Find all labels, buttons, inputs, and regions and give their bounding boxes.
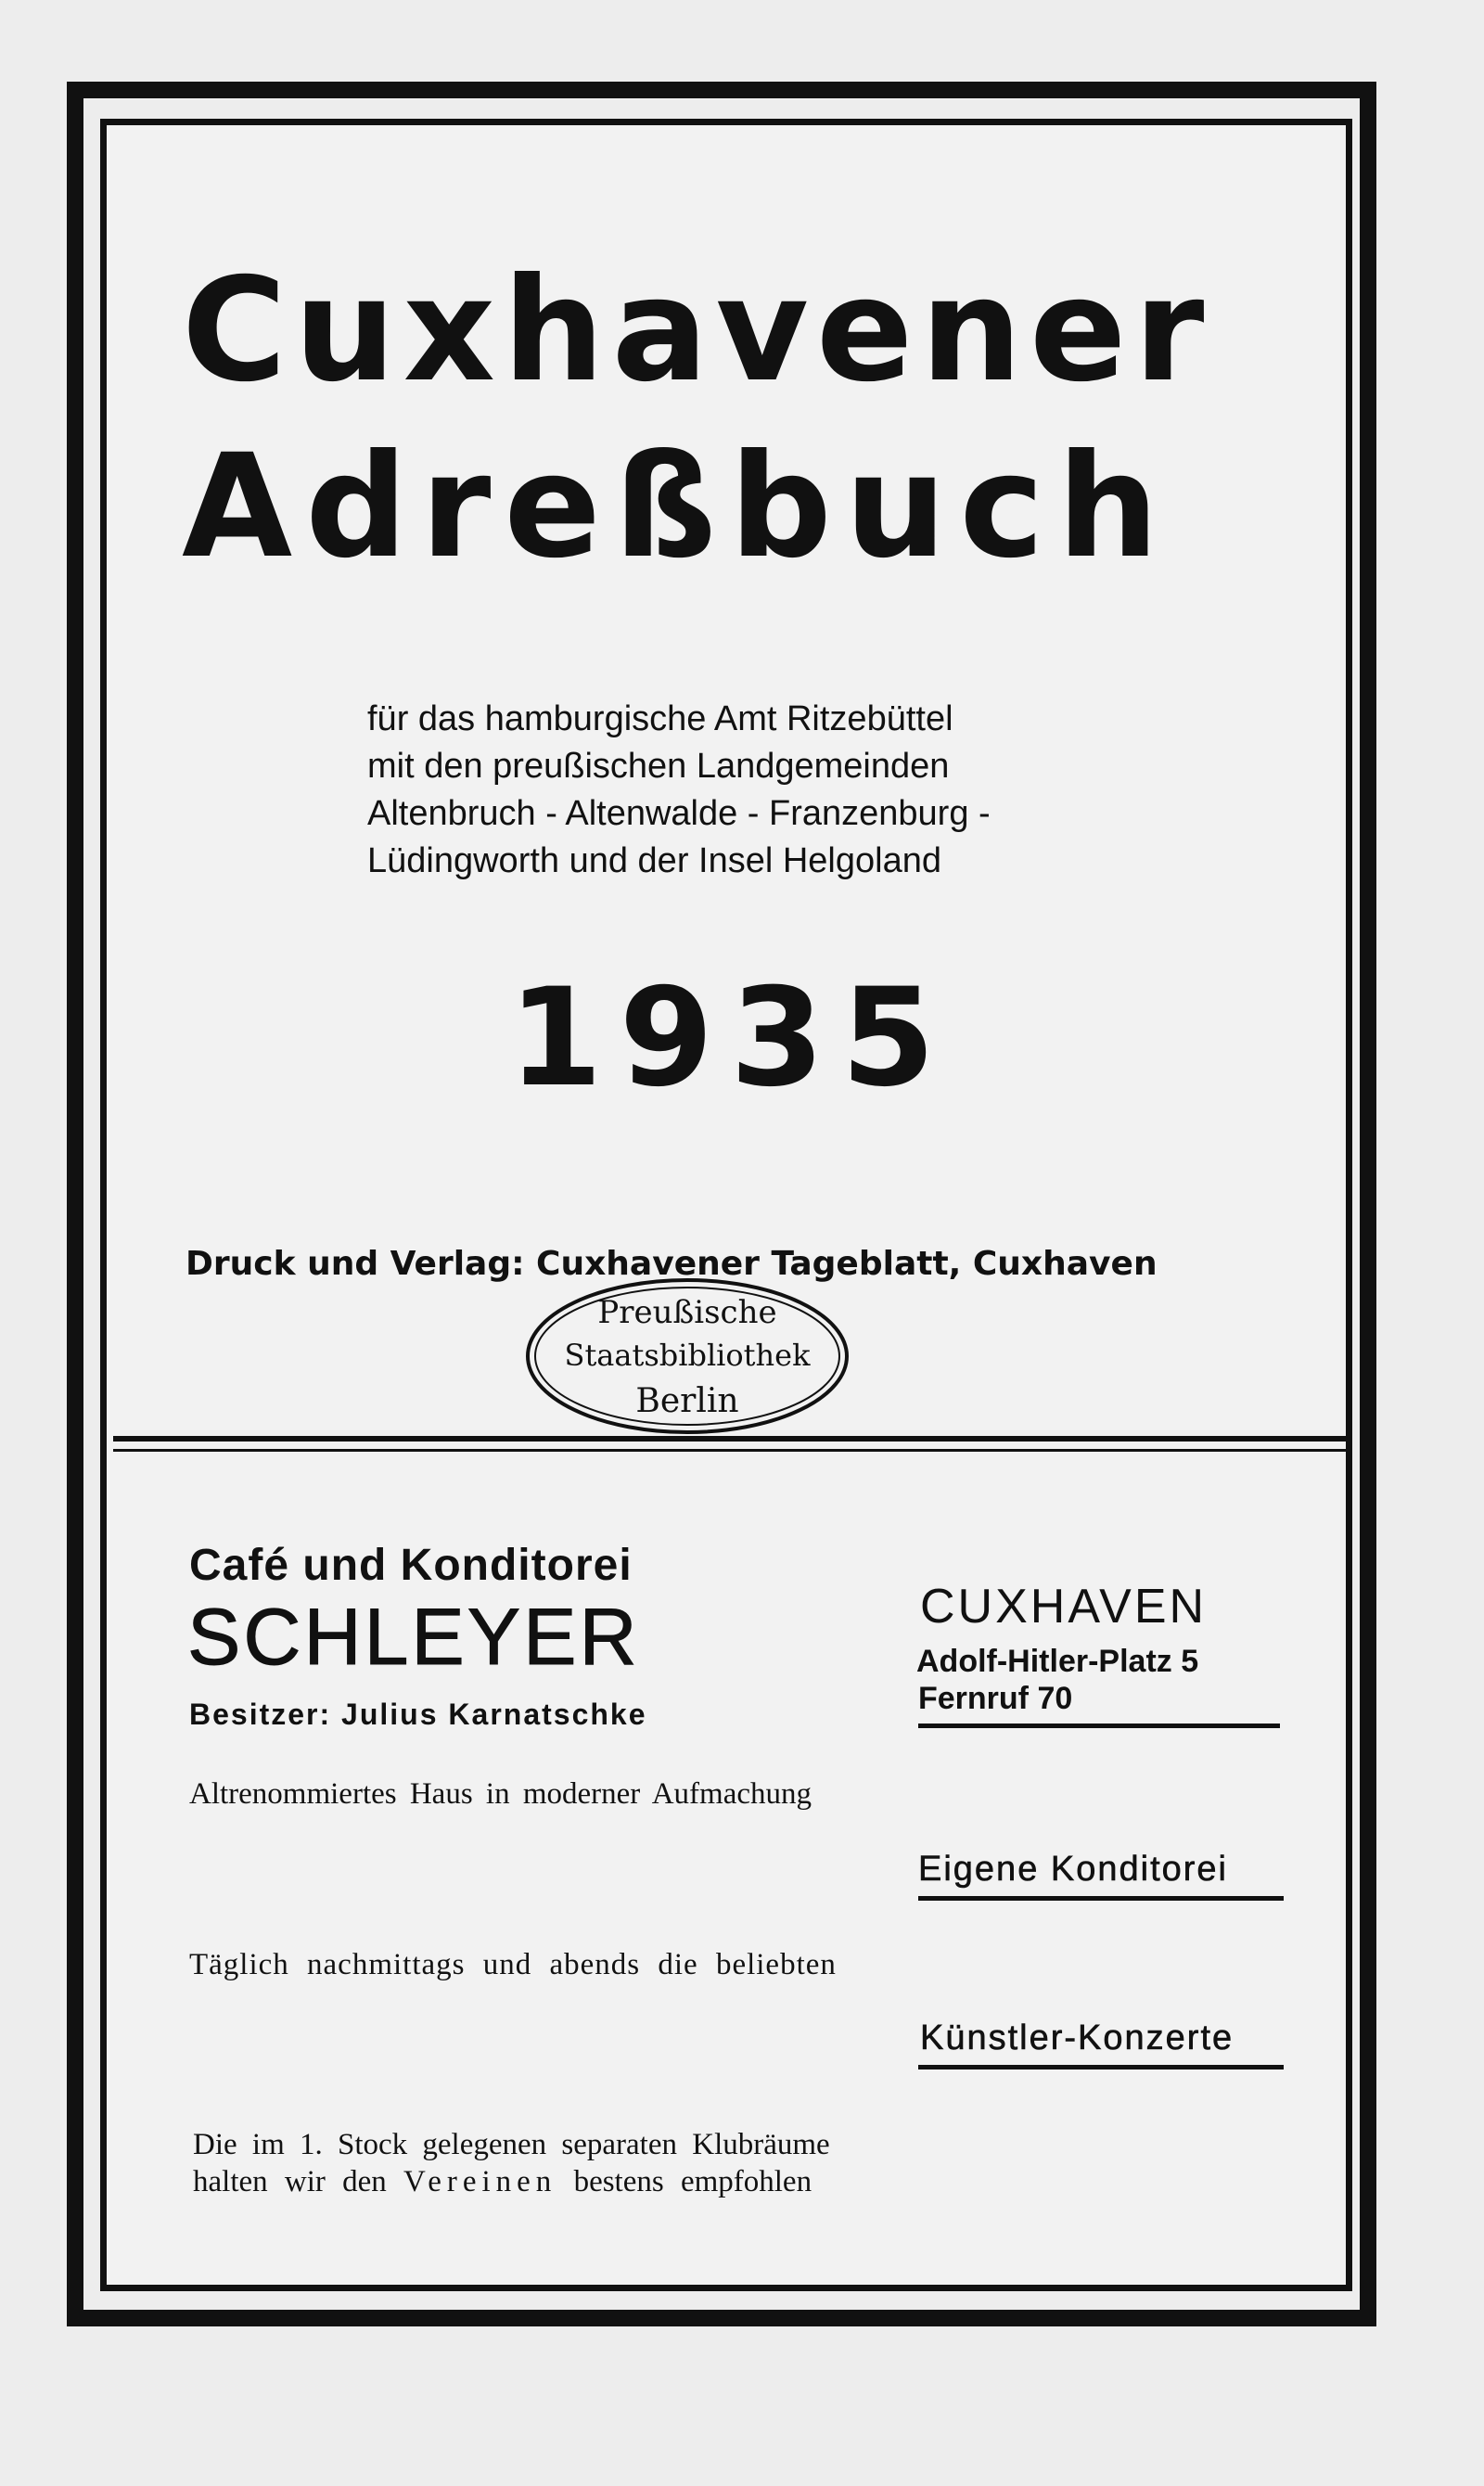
subtitle-line: Lüdingworth und der Insel Helgoland <box>367 841 941 880</box>
feature-konzerte: Künstler-Konzerte <box>920 2018 1235 2057</box>
daily-line: Täglich nachmittags und abends die beliebten <box>189 1948 837 1981</box>
title-line-2: Adreßbuch <box>182 424 1172 590</box>
library-stamp <box>521 1275 853 1438</box>
business-name: SCHLEYER <box>187 1593 640 1682</box>
address-street: Adolf-Hitler-Platz 5 <box>916 1644 1199 1679</box>
phone-line: Fernruf 70 <box>918 1681 1073 1716</box>
rooms-line-2-start: halten wir den <box>193 2165 387 2198</box>
title-line-1: Cuxhavener <box>182 248 1212 414</box>
feature-underline <box>918 2065 1284 2070</box>
stamp-line-2: Staatsbibliothek <box>564 1338 811 1373</box>
feature-underline <box>918 1896 1284 1901</box>
stamp-line-3: Berlin <box>635 1382 739 1420</box>
rooms-line-2-emphasis: Vereinen <box>403 2165 557 2198</box>
publisher-line: Druck und Verlag: Cuxhavener Tageblatt, Cuxhaven <box>186 1245 1158 1283</box>
section-divider-thin <box>113 1449 1347 1452</box>
subtitle-line: mit den preußischen Landgemeinden <box>367 747 950 786</box>
tagline: Altrenommiertes Haus in moderner Aufmachung <box>189 1777 812 1811</box>
feature-konditorei: Eigene Konditorei <box>918 1850 1228 1889</box>
subtitle-line: für das hamburgische Amt Ritzebüttel <box>367 699 953 738</box>
rooms-line-2 <box>193 2165 812 2199</box>
rooms-line-2-end: bestens empfohlen <box>573 2165 812 2198</box>
section-divider <box>113 1436 1347 1442</box>
address-underline <box>918 1724 1280 1728</box>
business-type: Café und Konditorei <box>189 1541 633 1590</box>
address-city: CUXHAVEN <box>920 1580 1208 1634</box>
subtitle <box>367 696 1202 885</box>
rooms-line-1: Die im 1. Stock gelegenen separaten Klubräume <box>193 2128 830 2161</box>
year: 1935 <box>508 959 953 1117</box>
stamp-line-1: Preußische <box>597 1294 777 1331</box>
subtitle-line: Altenbruch - Altenwalde - Franzenburg - <box>367 794 991 833</box>
owner-line: Besitzer: Julius Karnatschke <box>189 1698 647 1731</box>
